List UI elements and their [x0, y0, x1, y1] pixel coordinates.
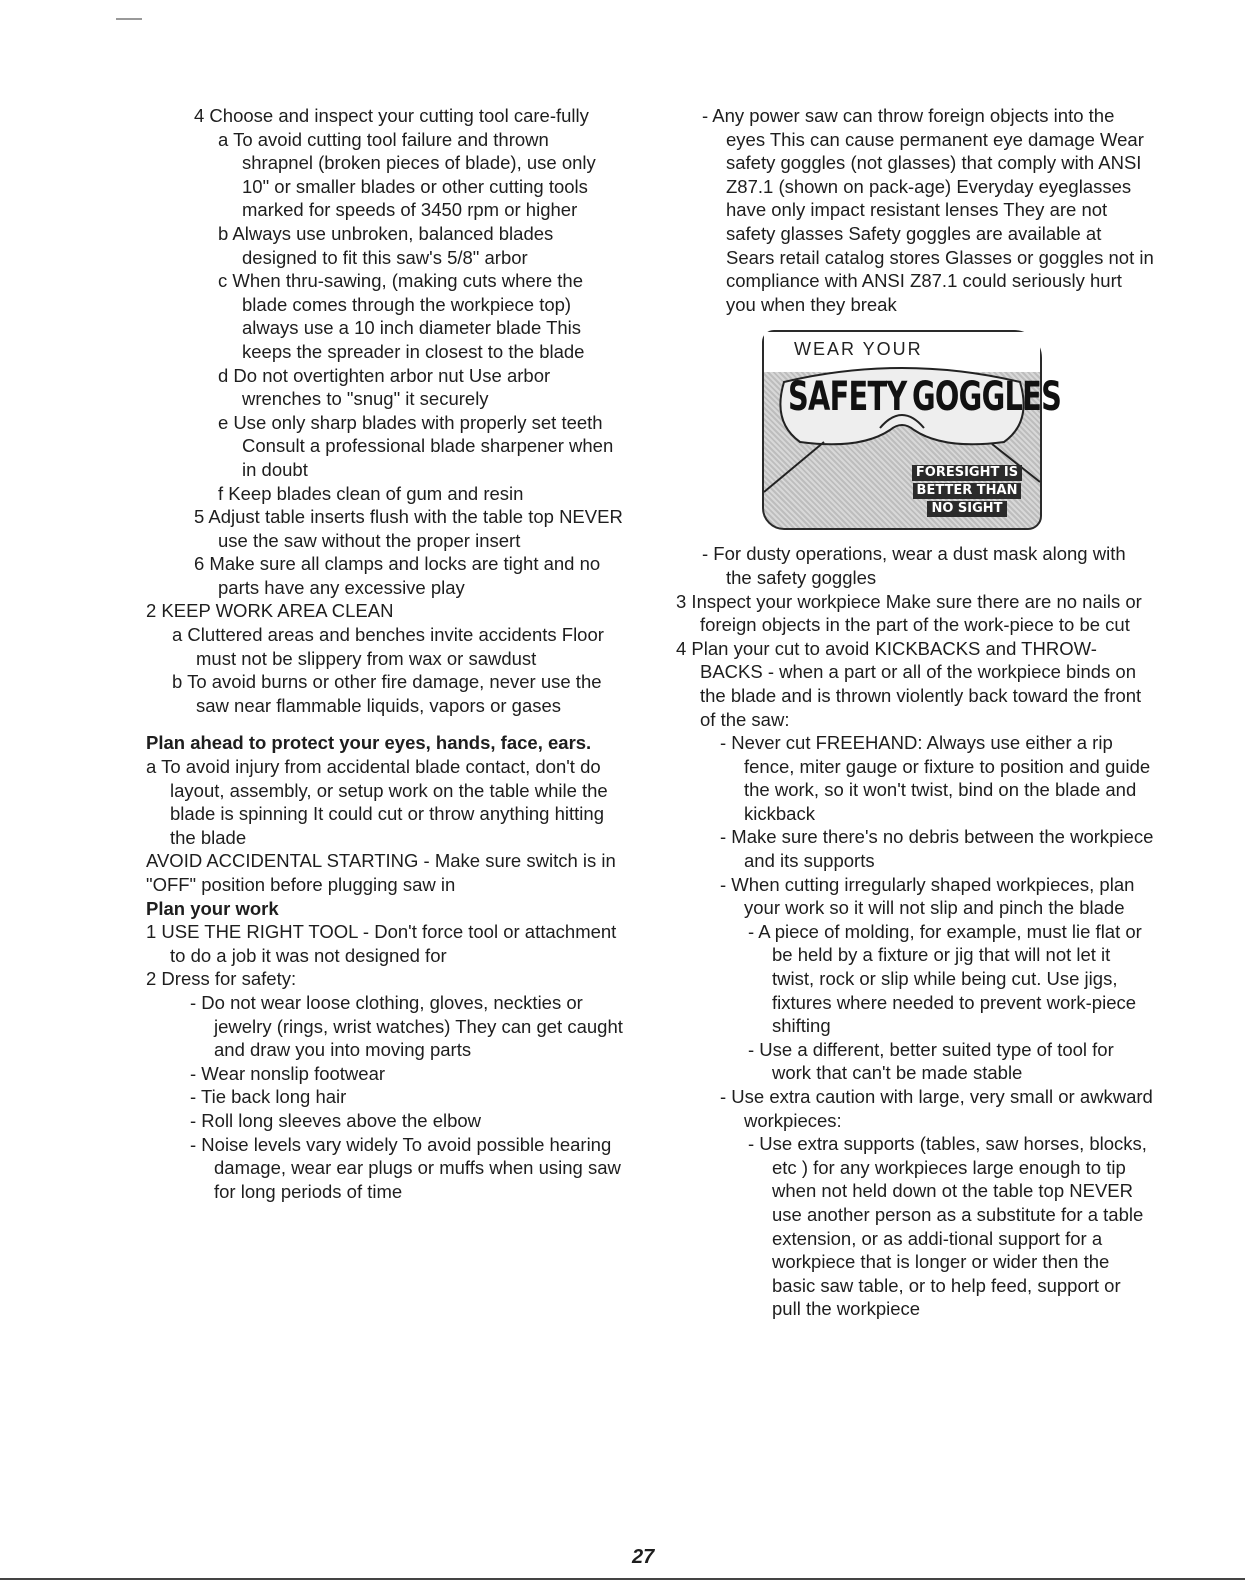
paragraph: AVOID ACCIDENTAL STARTING - Make sure switch is in "OFF" position before plugging saw in: [146, 850, 616, 895]
paragraph: Plan ahead to protect your eyes, hands, face, ears.: [146, 732, 592, 754]
paragraph: 2 KEEP WORK AREA CLEAN: [146, 600, 394, 622]
badge-goggles-word: GOGGLES: [912, 374, 1062, 421]
badge-wear-your: WEAR YOUR: [794, 339, 923, 360]
paragraph: 5 Adjust table inserts flush with the table top NEVER use the saw without the proper insert: [194, 506, 623, 551]
paragraph: 6 Make sure all clamps and locks are tight and no parts have any excessive play: [194, 553, 601, 598]
page-number: 27: [632, 1546, 655, 1568]
slogan-line-1: FORESIGHT IS: [912, 465, 1022, 481]
paragraph: - Roll long sleeves above the elbow: [190, 1109, 482, 1131]
paragraph: - Do not wear loose clothing, gloves, neckties or jewelry (rings, wrist watches) They can get caught and draw you into moving parts: [190, 991, 623, 1061]
paragraph: - Use extra caution with large, very small or awkward workpieces:: [720, 1086, 1153, 1131]
bottom-rule: [0, 1578, 1245, 1580]
paragraph: - Noise levels vary widely To avoid possible hearing damage, wear ear plugs or muffs when using saw for long periods of time: [190, 1133, 621, 1202]
paragraph: a To avoid injury from accidental blade contact, don't do layout, assembly, or setup work on the table while the blade is spinning It could cut or throw anything hitting the blade: [146, 756, 608, 848]
paragraph: - Use extra supports (tables, saw horses, blocks, etc ) for any workpieces large enough to tip when not held down ot the table top NEVER use another person as a substitute for a table extension, or as addi-tional support for a workpiece that is longer or wider then the basic saw table, or to help feed, support or pull the workpiece: [748, 1133, 1147, 1320]
paragraph: Plan your work: [146, 897, 279, 919]
paragraph: - Make sure there's no debris between the workpiece and its supports: [720, 826, 1154, 872]
paragraph: - Wear nonslip footwear: [190, 1062, 386, 1084]
scan-mark: [116, 18, 142, 20]
paragraph: 3 Inspect your workpiece Make sure there are no nails or foreign objects in the part of the work-piece to be cut: [676, 590, 1142, 636]
paragraph: 1 USE THE RIGHT TOOL - Don't force tool or attachment to do a job it was not designed for: [146, 921, 617, 966]
badge-foresight-slogan: [902, 464, 1032, 518]
paragraph: - Never cut FREEHAND: Always use either a rip fence, miter gauge or fixture to position and guide the work, so it won't twist, bind on the blade and kickback: [720, 732, 1151, 824]
paragraph: 4 Plan your cut to avoid KICKBACKS and THROW-BACKS - when a part or all of the workpiece binds on the blade and is thrown violently back toward the front of the saw:: [676, 637, 1142, 730]
paragraph: b Always use unbroken, balanced blades designed to fit this saw's 5/8" arbor: [218, 222, 554, 268]
paragraph: e Use only sharp blades with properly set teeth Consult a professional blade sharpener when in doubt: [218, 411, 614, 480]
slogan-line-3: NO SIGHT: [927, 501, 1006, 517]
paragraph: 4 Choose and inspect your cutting tool care-fully: [194, 105, 589, 126]
right-top-section: [676, 104, 1154, 316]
paragraph: b To avoid burns or other fire damage, never use the saw near flammable liquids, vapors or gases: [172, 671, 602, 716]
paragraph: - Use a different, better suited type of tool for work that can't be made stable: [748, 1038, 1114, 1084]
paragraph: a To avoid cutting tool failure and thrown shrapnel (broken pieces of blade), use only 10" or smaller blades or other cutting tools marked for speeds of 3450 rpm or higher: [218, 128, 596, 221]
badge-safety-word: SAFETY: [788, 374, 907, 421]
right-bottom-section: [676, 542, 1154, 1321]
paragraph: f Keep blades clean of gum and resin: [218, 482, 524, 504]
paragraph: 2 Dress for safety:: [146, 968, 297, 990]
slogan-line-2: BETTER THAN: [913, 483, 1022, 499]
paragraph: - Tie back long hair: [190, 1086, 347, 1108]
paragraph: - Any power saw can throw foreign objects into the eyes This can cause permanent eye damage Wear safety goggles (not glasses) that comply with ANSI Z87.1 (shown on pack-age) Everyday eyeglasses have only impact resistant lenses They are not safety glasses Safety goggles are available at Sears retail catalog stores Glasses or goggles not in compliance with ANSI Z87.1 could seriously hurt you when they break: [702, 105, 1154, 315]
left-column: [146, 104, 624, 1203]
paragraph: c When thru-sawing, (making cuts where the blade comes through the workpiece top) always use a 10 inch diameter blade This keeps the spreader in closest to the blade: [218, 270, 585, 362]
paragraph: a Cluttered areas and benches invite accidents Floor must not be slippery from wax or sawdust: [172, 624, 604, 669]
paragraph: d Do not overtighten arbor nut Use arbor wrenches to "snug" it securely: [218, 364, 551, 410]
safety-goggles-badge: [762, 330, 1062, 530]
paragraph: - When cutting irregularly shaped workpieces, plan your work so it will not slip and pinch the blade: [720, 873, 1135, 919]
right-column: [676, 104, 1154, 1321]
paragraph: - A piece of molding, for example, must lie flat or be held by a fixture or jig that will not let it twist, rock or slip while being cut. Use jigs, fixtures where needed to prevent work-piece shifting: [748, 920, 1142, 1037]
paragraph: - For dusty operations, wear a dust mask along with the safety goggles: [702, 543, 1126, 588]
